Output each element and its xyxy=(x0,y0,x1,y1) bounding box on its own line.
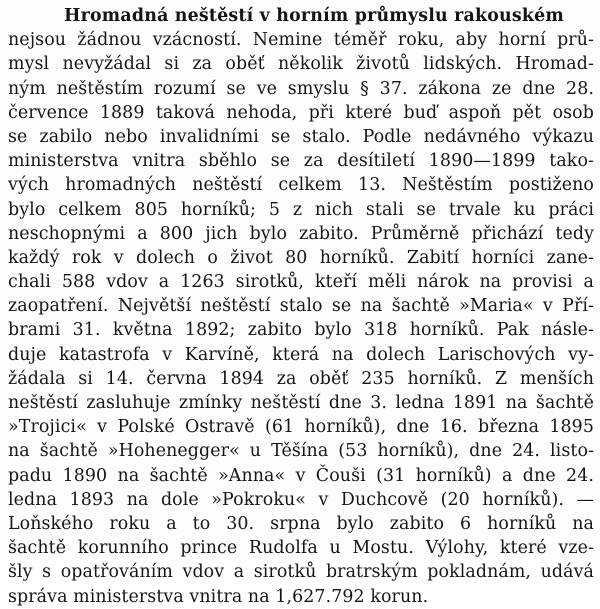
text-line: duje katastrofa v Karvíně, která na dolech Larischových vy- xyxy=(8,344,594,365)
article-text xyxy=(8,4,594,609)
text-line: zaopatření. Největší neštěstí stalo se na šachtě »Maria« v Pří- xyxy=(8,296,594,317)
text-line: bylo celkem 805 horníků; 5 z nich stali se trvale ku práci xyxy=(8,199,594,220)
text-line: chali 588 vdov a 1263 sirotků, kteří měli nárok na provisi a xyxy=(8,272,594,293)
text-line: každý rok v dolech o život 80 horníků. Zabití horníci zane- xyxy=(8,247,594,268)
text-line: šachtě korunního prince Rudolfa u Mostu. Výlohy, které vze- xyxy=(8,538,594,559)
text-line: brami 31. května 1892; zabito bylo 318 horníků. Pak násle- xyxy=(8,320,594,341)
text-line: ledna 1893 na dole »Pokroku« v Duchcově (20 horníků). — xyxy=(8,489,594,510)
text-line: července 1889 taková nehoda, při které buď aspoň pět osob xyxy=(8,102,594,123)
text-line: ným neštěstím rozumí se ve smyslu § 37. zákona ze dne 28. xyxy=(8,78,594,99)
text-line: padu 1890 na šachtě »Anna« v Čouši (31 horníků) a dne 24. xyxy=(8,465,594,486)
text-line: neschopnými a 800 jich bylo zabito. Průměrně přichází tedy xyxy=(8,223,594,244)
text-line: »Trojici« v Polské Ostravě (61 horníků), dne 16. března 1895 xyxy=(8,417,594,438)
text-line: ministerstva vnitra sběhlo se za desítiletí 1890—1899 tako- xyxy=(8,151,594,172)
article-heading: Hromadná neštěstí v horním průmyslu rakouském xyxy=(64,6,564,26)
text-line: šly s opatřováním vdov a sirotků bratrským pokladnám, udává xyxy=(8,562,594,583)
text-line: Loňského roku a to 30. srpna bylo zabito 6 horníků na xyxy=(8,513,594,534)
text-line: se zabilo nebo invalidními se stalo. Podle nedávného výkazu xyxy=(8,126,594,147)
text-line: mysl nevyžádal si za oběť několik životů lidských. Hromad- xyxy=(8,54,594,75)
text-line: nejsou žádnou vzácností. Nemine téměř roku, aby horní prů- xyxy=(8,30,594,51)
article-heading-line xyxy=(8,4,594,28)
text-line: správa ministerstva vnitra na 1,627.792 korun. xyxy=(8,586,429,607)
text-line: žádala si 14. června 1894 za oběť 235 horníků. Z menších xyxy=(8,368,594,389)
text-line: na šachtě »Hohenegger« u Těšína (53 horníků), dne 24. listo- xyxy=(8,441,594,462)
text-line: vých hromadných neštěstí celkem 13. Neštěstím postiženo xyxy=(8,175,594,196)
text-line: neštěstí zasluhuje zmínky neštěstí dne 3. ledna 1891 na šachtě xyxy=(8,393,594,413)
